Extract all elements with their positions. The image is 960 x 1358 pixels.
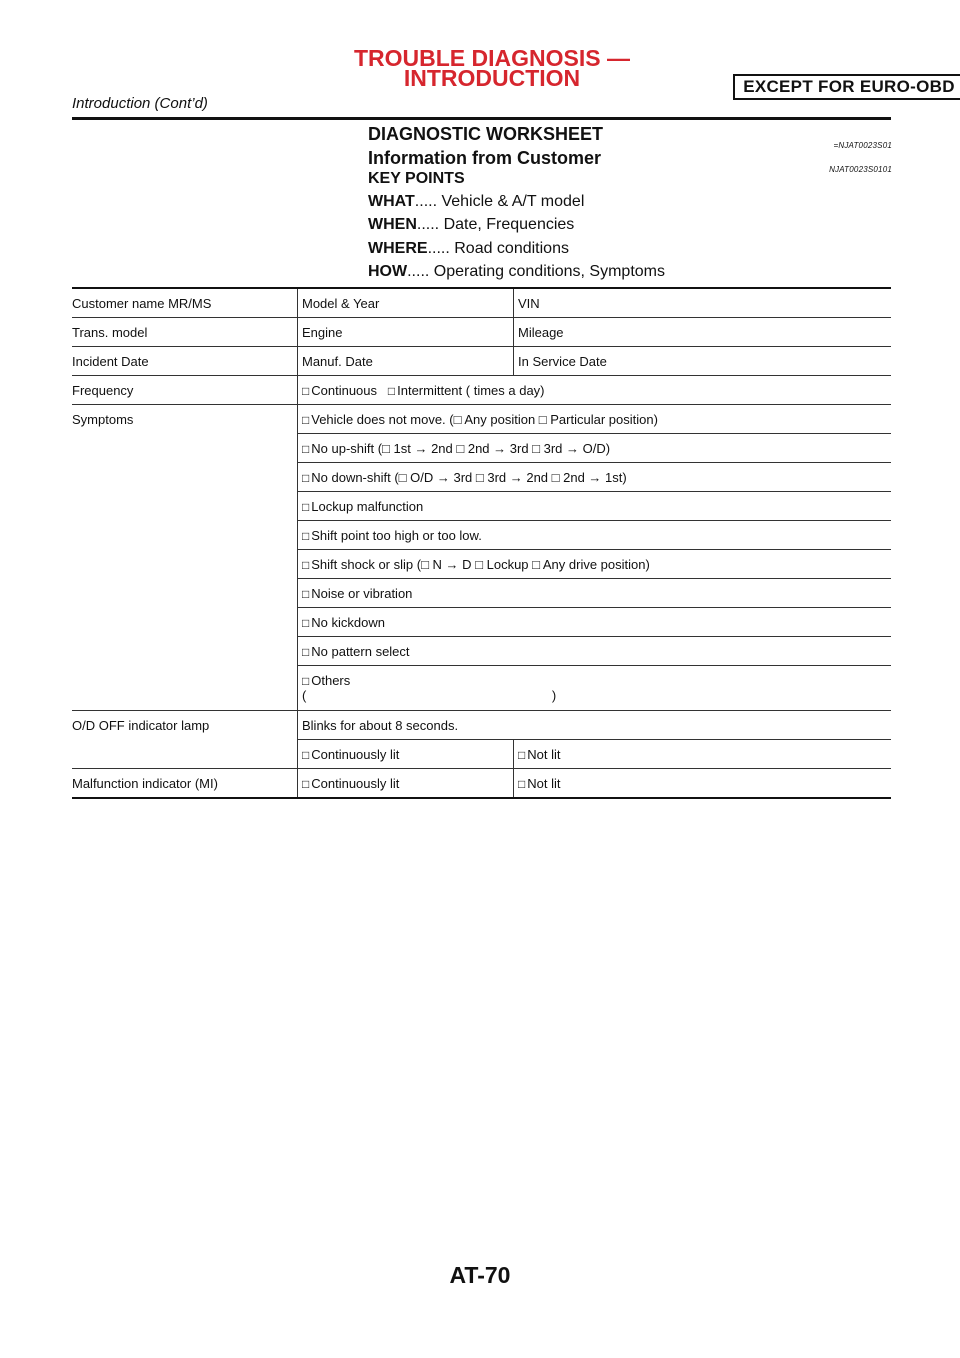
option-text: Continuously lit	[311, 775, 400, 791]
table-row	[72, 492, 891, 521]
symptom-item	[298, 434, 892, 463]
key-point-term: WHEN	[368, 216, 417, 233]
checkbox-icon[interactable]: □	[302, 747, 310, 762]
key-point-text: ..... Road conditions	[427, 240, 569, 257]
symptom-item	[298, 405, 892, 434]
checkbox-icon[interactable]: □	[302, 499, 310, 514]
region-badge: EXCEPT FOR EURO-OBD	[733, 74, 960, 100]
od-not-lit	[514, 740, 892, 769]
checkbox-icon[interactable]: □	[302, 383, 310, 398]
vin-cell: VIN	[514, 288, 892, 318]
symptom-item	[298, 637, 892, 666]
key-point-term: WHERE	[368, 240, 428, 257]
table-row	[72, 463, 891, 492]
section-code: =NJAT0023S01	[833, 141, 892, 150]
key-point-how	[368, 263, 665, 281]
key-point-term: WHAT	[368, 193, 415, 210]
others-label: Others	[311, 673, 351, 688]
key-point-term: HOW	[368, 263, 408, 280]
od-blink-text: Blinks for about 8 seconds.	[298, 711, 892, 740]
table-row	[72, 405, 891, 434]
model-year-cell: Model & Year	[298, 288, 514, 318]
symptom-item	[298, 579, 892, 608]
table-row	[72, 521, 891, 550]
header-title-line1: TROUBLE DIAGNOSIS —	[353, 45, 630, 71]
checkbox-icon[interactable]: □	[302, 644, 310, 659]
key-points-title: KEY POINTS	[368, 170, 465, 187]
header-subtitle: Introduction (Cont’d)	[72, 95, 208, 112]
od-continuously-lit	[298, 740, 514, 769]
symptom-text: Shift point too high or too low.	[311, 527, 482, 543]
symptom-text: No up-shift (□ 1st → 2nd □ 2nd → 3rd □ 3rd → O/D)	[311, 440, 611, 456]
symptom-text: Noise or vibration	[311, 585, 413, 601]
page-header	[72, 0, 955, 118]
symptom-item	[298, 492, 892, 521]
key-point-when	[368, 216, 574, 234]
symptom-text: No down-shift (□ O/D → 3rd □ 3rd → 2nd □ 2nd → 1st)	[311, 469, 627, 485]
table-row	[72, 711, 891, 740]
checkbox-icon[interactable]: □	[302, 412, 310, 427]
engine-cell: Engine	[298, 318, 514, 347]
symptom-item	[298, 608, 892, 637]
symptom-text: No kickdown	[311, 614, 385, 630]
header-title-line2: INTRODUCTION	[403, 65, 581, 91]
checkbox-icon[interactable]: □	[302, 776, 310, 791]
symptom-text: Vehicle does not move. (□ Any position □ Particular position)	[311, 411, 658, 427]
option-text: Not lit	[527, 746, 561, 762]
incident-date-cell: Incident Date	[72, 347, 298, 376]
symptom-text: No pattern select	[311, 643, 410, 659]
diagnostic-worksheet-table	[72, 287, 891, 799]
table-row	[72, 288, 891, 318]
checkbox-icon[interactable]: □	[302, 470, 310, 485]
key-point-text: ..... Operating conditions, Symptoms	[407, 263, 665, 280]
od-off-lamp-label: O/D OFF indicator lamp	[72, 717, 210, 733]
option-text: Continuously lit	[311, 746, 400, 762]
in-service-date-cell: In Service Date	[514, 347, 892, 376]
checkbox-icon[interactable]: □	[302, 586, 310, 601]
mi-continuously-lit	[298, 769, 514, 799]
symptom-item	[298, 463, 892, 492]
checkbox-icon[interactable]: □	[302, 528, 310, 543]
table-row	[72, 434, 891, 463]
checkbox-icon[interactable]: □	[302, 615, 310, 630]
key-point-where	[368, 240, 569, 258]
symptom-text: Lockup malfunction	[311, 498, 424, 514]
customer-name-cell: Customer name MR/MS	[72, 288, 298, 318]
table-row	[72, 637, 891, 666]
manuf-date-cell: Manuf. Date	[298, 347, 514, 376]
others-blank[interactable]: ( )	[302, 688, 557, 703]
trans-model-cell: Trans. model	[72, 318, 298, 347]
section-title: DIAGNOSTIC WORKSHEET	[368, 124, 604, 144]
frequency-option-continuous: Continuous	[311, 382, 378, 398]
table-row	[72, 740, 891, 769]
frequency-label: Frequency	[72, 376, 298, 405]
key-point-what	[368, 193, 584, 211]
checkbox-icon[interactable]: □	[302, 674, 310, 688]
symptom-item	[298, 521, 892, 550]
table-row	[72, 769, 891, 799]
page-number: AT-70	[449, 1262, 511, 1288]
table-row	[72, 376, 891, 405]
header-title	[342, 45, 642, 91]
checkbox-icon[interactable]: □	[387, 383, 396, 398]
mi-not-lit	[514, 769, 892, 799]
symptom-others	[298, 666, 892, 711]
checkbox-icon[interactable]: □	[302, 557, 310, 572]
key-point-text: ..... Date, Frequencies	[416, 216, 575, 233]
table-row	[72, 318, 891, 347]
header-rule	[72, 117, 891, 120]
checkbox-icon[interactable]: □	[518, 747, 526, 762]
mileage-cell: Mileage	[514, 318, 892, 347]
subsection-title: Information from Customer	[368, 148, 602, 168]
table-row	[72, 608, 891, 637]
table-row	[72, 347, 891, 376]
checkbox-icon[interactable]: □	[302, 441, 310, 456]
checkbox-icon[interactable]: □	[518, 776, 526, 791]
key-point-text: ..... Vehicle & A/T model	[414, 193, 585, 210]
subsection-code: NJAT0023S0101	[829, 165, 892, 174]
symptom-text: Shift shock or slip (□ N → D □ Lockup □ Any drive position)	[311, 556, 650, 572]
option-text: Not lit	[527, 775, 561, 791]
table-row	[72, 579, 891, 608]
symptoms-label: Symptoms	[72, 411, 134, 427]
symptom-item	[298, 550, 892, 579]
table-row	[72, 550, 891, 579]
mi-label: Malfunction indicator (MI)	[72, 769, 298, 799]
frequency-options	[298, 376, 892, 405]
table-row	[72, 666, 891, 711]
frequency-option-intermittent: Intermittent ( times a day)	[397, 382, 545, 398]
